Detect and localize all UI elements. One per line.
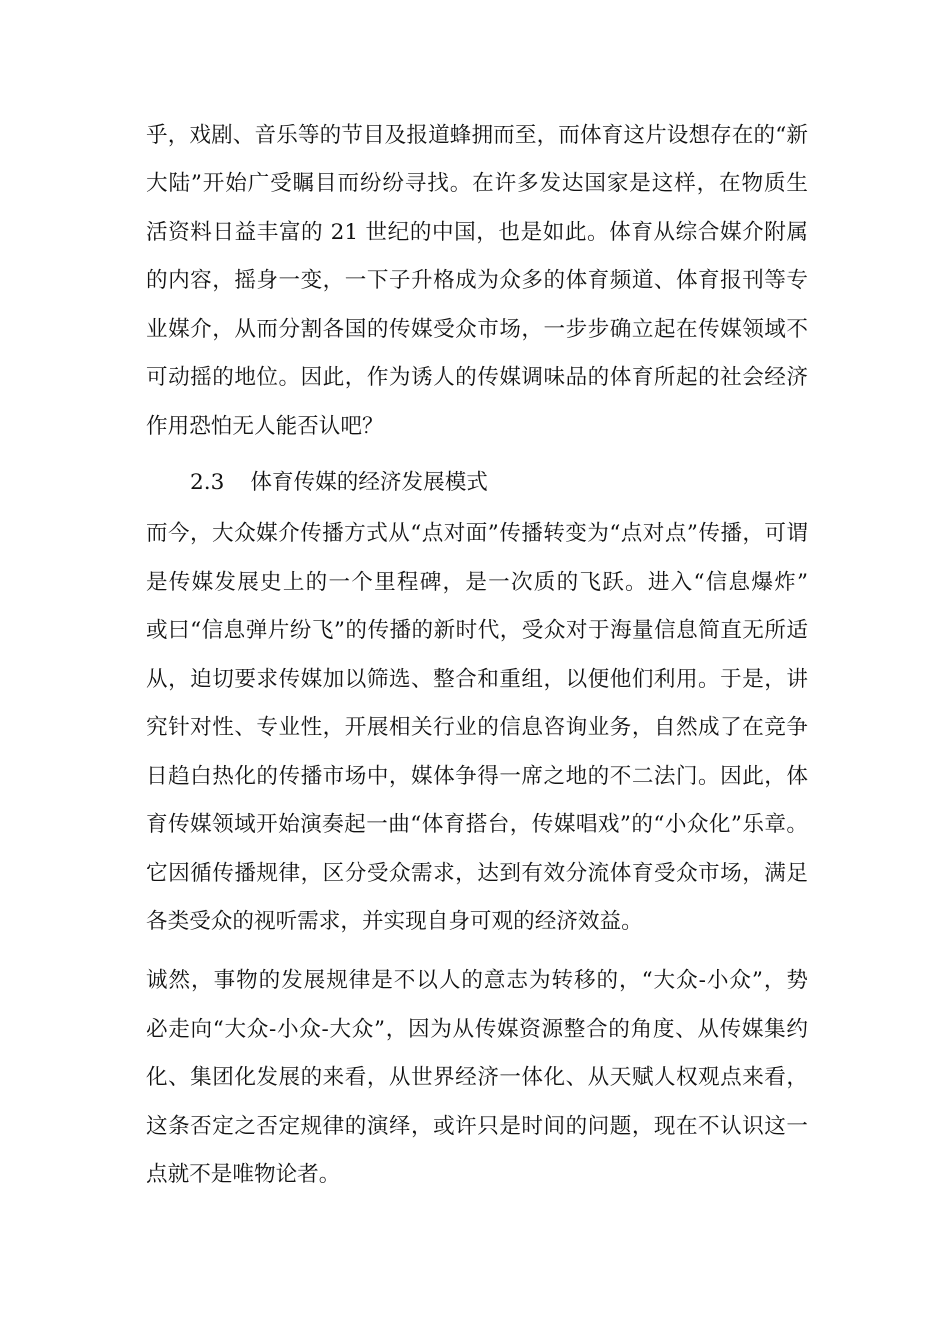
text-line: 业媒介，从而分割各国的传媒受众市场，一步步确立起在传媒领域不 (146, 317, 808, 342)
text-line: 而今，大众媒介传播方式从“点对面”传播转变为“点对点”传播，可谓 (146, 521, 808, 546)
text-line: 化、集团化发展的来看，从世界经济一体化、从天赋人权观点来看， (146, 1065, 808, 1090)
text-line: 必走向“大众-小众-大众”，因为从传媒资源整合的角度、从传媒集约 (146, 1017, 808, 1042)
text-line: 这条否定之否定规律的演绎，或许只是时间的问题，现在不认识这一 (146, 1114, 808, 1139)
text-line: 乎，戏剧、音乐等的节目及报道蜂拥而至，而体育这片设想存在的“新 (146, 123, 808, 148)
text-line: 日趋白热化的传播市场中，媒体争得一席之地的不二法门。因此，体 (146, 764, 808, 789)
text-line: 大陆”开始广受瞩目而纷纷寻找。在许多发达国家是这样，在物质生 (146, 171, 808, 196)
text-line: 它因循传播规律，区分受众需求，达到有效分流体育受众市场，满足 (146, 861, 808, 886)
text-line: 是传媒发展史上的一个里程碑，是一次质的飞跃。进入“信息爆炸” (146, 570, 808, 595)
text-line: 活资料日益丰富的 21 世纪的中国，也是如此。体育从综合媒介附属 (146, 220, 808, 245)
text-line: 诚然，事物的发展规律是不以人的意志为转移的，“大众-小众”，势 (146, 968, 808, 993)
section-heading (190, 466, 488, 500)
text-line: 究针对性、专业性，开展相关行业的信息咨询业务，自然成了在竞争 (146, 715, 808, 740)
text-line: 各类受众的视听需求，并实现自身可观的经济效益。 (146, 909, 643, 934)
text-line: 的内容，摇身一变，一下子升格成为众多的体育频道、体育报刊等专 (146, 268, 808, 293)
section-number: 2.3 (190, 470, 225, 495)
text-line: 点就不是唯物论者。 (146, 1162, 341, 1187)
text-line: 从，迫切要求传媒加以筛选、整合和重组，以便他们利用。于是，讲 (146, 667, 808, 692)
text-line: 可动摇的地位。因此，作为诱人的传媒调味品的体育所起的社会经济 (146, 365, 808, 390)
text-line: 或曰“信息弹片纷飞”的传播的新时代，受众对于海量信息简直无所适 (146, 618, 808, 643)
text-line: 育传媒领域开始演奏起一曲“体育搭台，传媒唱戏”的“小众化”乐章。 (146, 812, 808, 837)
section-title: 体育传媒的经济发展模式 (250, 470, 488, 495)
text-line: 作用恐怕无人能否认吧？ (146, 414, 384, 439)
